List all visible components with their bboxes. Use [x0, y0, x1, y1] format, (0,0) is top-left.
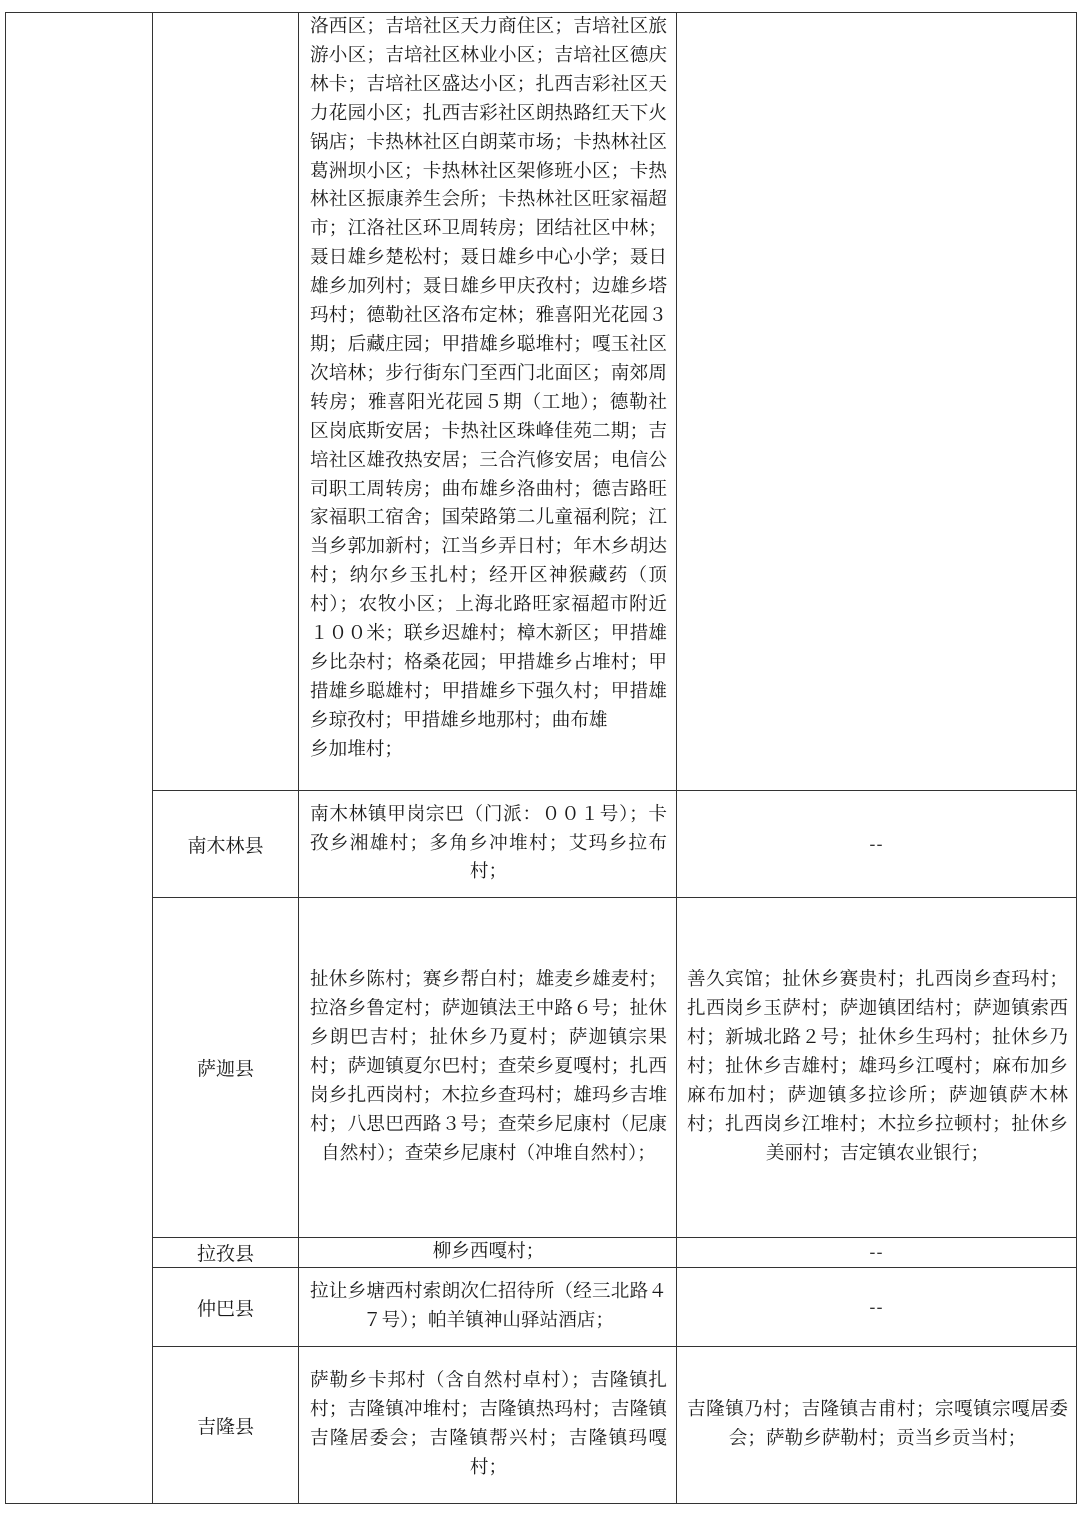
- table-row: [6, 13, 1077, 791]
- low-risk-addresses: [677, 13, 1077, 791]
- county-cell: [153, 13, 299, 791]
- medium-risk-addresses: 柳乡西嘎村；: [299, 1238, 677, 1268]
- table-row: [6, 791, 1077, 898]
- low-risk-addresses: --: [677, 1268, 1077, 1347]
- low-risk-addresses: --: [677, 791, 1077, 898]
- low-risk-addresses: 吉隆镇乃村；吉隆镇吉甫村；宗嘎镇宗嘎居委会；萨勒乡萨勒村；贡当乡贡当村；: [677, 1347, 1077, 1504]
- table-row: [6, 1268, 1077, 1347]
- medium-risk-addresses: 萨勒乡卡邦村（含自然村卓村）；吉隆镇扎村；吉隆镇冲堆村；吉隆镇热玛村；吉隆镇吉隆居委会；吉隆镇帮兴村；吉隆镇玛嘎村；: [299, 1347, 677, 1504]
- low-risk-addresses: 善久宾馆；扯休乡赛贵村；扎西岗乡查玛村；扎西岗乡玉萨村；萨迦镇团结村；萨迦镇索西村；新城北路２号；扯休乡生玛村；扯休乡乃村；扯休乡吉雄村；雄玛乡江嘎村；麻布加乡麻布加村；萨迦镇多拉诊所；萨迦镇萨木林村；扎西岗乡江堆村；木拉乡拉顿村；扯休乡美丽村；吉定镇农业银行；: [677, 898, 1077, 1238]
- address-text-last: 乡加堆村；: [310, 738, 403, 760]
- county-cell: 南木林县: [153, 791, 299, 898]
- county-cell: 拉孜县: [153, 1238, 299, 1268]
- table-row: [6, 898, 1077, 1238]
- medium-risk-addresses: 南木林镇甲岗宗巴（门派：００１号）；卡孜乡湘雄村；多角乡冲堆村；艾玛乡拉布村；: [299, 791, 677, 898]
- address-text: 洛西区；吉培社区天力商住区；吉培社区旅游小区；吉培社区林业小区；吉培社区德庆林卡；吉培社区盛达小区；扎西吉彩社区天力花园小区；扎西吉彩社区朗热路红天下火锅店；卡热林社区白朗菜市场；卡热林社区葛洲坝小区；卡热林社区架修班小区；卡热林社区振康养生会所；卡热林社区旺家福超市；江洛社区环卫周转房；团结社区中林；聂日雄乡楚松村；聂日雄乡中心小学；聂日雄乡加列村；聂日雄乡甲庆孜村；边雄乡塔玛村；德勒社区洛布定林；雅喜阳光花园３期；后藏庄园；甲措雄乡聪堆村；嘎玉社区次培林；步行街东门至西门北面区；南郊周转房；雅喜阳光花园５期（工地）；德勒社区岗底斯安居；卡热社区珠峰佳苑二期；吉培社区雄孜热安居；三合汽修安居；电信公司职工周转房；曲布雄乡洛曲村；德吉路旺家福职工宿舍；国荣路第二儿童福利院；江当乡郭加新村；江当乡弄日村；年木乡胡达村；纳尔乡玉扎村；经开区神猴藏药（顶村）；农牧小区；上海北路旺家福超市附近１００米；联乡迟雄村；樟木新区；甲措雄乡比杂村；格桑花园；甲措雄乡占堆村；甲措雄乡聪雄村；甲措雄乡下强久村；甲措雄乡琼孜村；甲措雄乡地那村；曲布雄: [310, 16, 667, 731]
- county-cell: 吉隆县: [153, 1347, 299, 1504]
- medium-risk-addresses: 扯休乡陈村；赛乡帮白村；雄麦乡雄麦村；拉洛乡鲁定村；萨迦镇法王中路６号；扯休乡朗巴吉村；扯休乡乃夏村；萨迦镇宗果村；萨迦镇夏尔巴村；查荣乡夏嘎村；扎西岗乡扎西岗村；木拉乡查玛村；雄玛乡吉堆村；八思巴西路３号；查荣乡尼康村（尼康自然村）；查荣乡尼康村（冲堆自然村）；: [299, 898, 677, 1238]
- city-cell: [6, 13, 153, 1504]
- county-cell: 仲巴县: [153, 1268, 299, 1347]
- medium-risk-addresses: 拉让乡塘西村索朗次仁招待所（经三北路４７号）；帕羊镇神山驿站酒店；: [299, 1268, 677, 1347]
- medium-risk-addresses: [299, 13, 677, 791]
- county-cell: 萨迦县: [153, 898, 299, 1238]
- table-row: [6, 1238, 1077, 1268]
- risk-area-table: [5, 12, 1077, 1504]
- low-risk-addresses: --: [677, 1238, 1077, 1268]
- table-row: [6, 1347, 1077, 1504]
